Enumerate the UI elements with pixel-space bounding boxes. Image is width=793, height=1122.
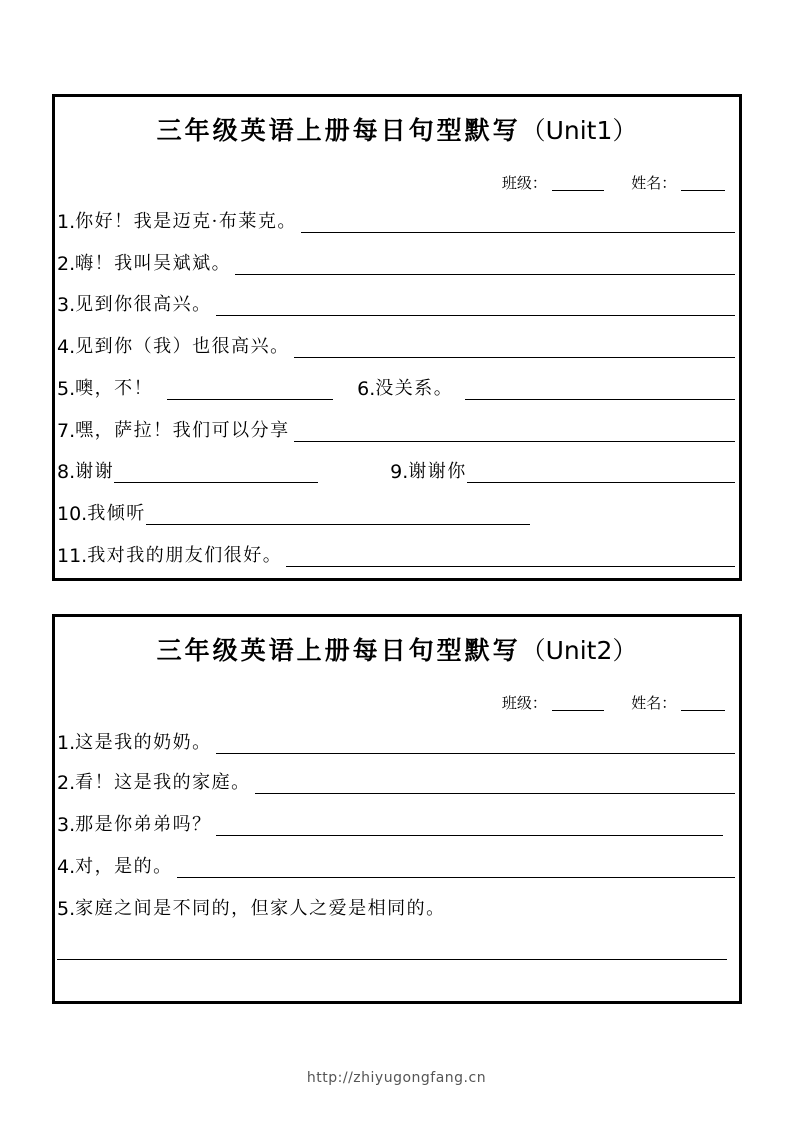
class-label: 班级： [501,694,547,712]
answer-line[interactable] [465,377,735,400]
item-number: 3. [57,294,76,316]
sentence-prompt: 我对我的朋友们很好。 [87,545,283,566]
item-number: 7. [57,420,76,442]
sentence-prompt: 对，是的。 [75,856,173,877]
sentence-row [57,766,735,794]
title-text: 三年级英语上册每日句型默写 [156,116,521,145]
sentence-row [57,850,735,878]
answer-line[interactable] [294,419,735,442]
item-number: 10. [57,503,88,525]
item-number: 4. [57,336,76,358]
item-number: 9. [390,461,409,483]
answer-line[interactable] [146,502,530,525]
sentence-prompt: 没关系。 [375,378,454,399]
sentence-prompt: 看！这是我的家庭。 [75,772,251,793]
sentence-prompt: 这是我的奶奶。 [75,732,212,753]
sentence-prompt: 见到你（我）也很高兴。 [75,336,290,357]
sentence-row [57,414,735,442]
answer-line[interactable] [114,460,318,483]
sentence-row [57,539,735,567]
item-number: 2. [57,253,76,275]
item-number: 8. [57,461,76,483]
worksheet-title [55,631,739,667]
name-label: 姓名： [631,694,677,712]
answer-line[interactable] [57,959,727,960]
name-blank[interactable] [681,190,725,191]
sentence-prompt: 谢谢 [75,461,115,482]
worksheet-unit2 [52,614,742,1004]
sentence-row [57,372,735,400]
title-text: 三年级英语上册每日句型默写 [156,636,521,665]
student-info [502,172,725,193]
item-number: 1. [57,732,76,754]
sentence-prompt: 那是你弟弟吗？ [75,814,212,835]
sentence-row [57,455,735,483]
sentence-prompt: 我倾听 [87,503,146,524]
class-label: 班级： [501,174,547,192]
item-number: 1. [57,211,76,233]
title-unit: （Unit1） [520,116,638,145]
answer-line[interactable] [216,731,735,754]
sentence-prompt: 噢，不！ [75,378,154,399]
item-number: 2. [57,772,76,794]
class-blank[interactable] [552,190,604,191]
class-blank[interactable] [552,710,604,711]
answer-line[interactable] [301,210,735,233]
sentence-row [57,726,735,754]
sentence-prompt: 你好！我是迈克·布莱克。 [75,211,297,232]
sentence-row [57,330,735,358]
student-info [502,692,725,713]
answer-line[interactable] [216,813,723,836]
answer-line[interactable] [467,460,735,483]
sentence-prompt: 见到你很高兴。 [75,294,212,315]
name-label: 姓名： [631,174,677,192]
title-unit: （Unit2） [520,636,638,665]
name-blank[interactable] [681,710,725,711]
footer-url: http://zhiyugongfang.cn [306,1070,487,1086]
item-number: 3. [57,814,76,836]
item-number: 5. [57,898,76,920]
sentence-prompt: 嘿，萨拉！我们可以分享 [75,420,290,441]
worksheet-title [55,111,739,147]
item-number: 11. [57,545,88,567]
sentence-prompt: 谢谢你 [408,461,467,482]
answer-line[interactable] [235,252,735,275]
answer-line[interactable] [255,771,735,794]
sentence-row [57,497,735,525]
item-number: 4. [57,856,76,878]
answer-line[interactable] [294,335,735,358]
answer-line[interactable] [177,855,735,878]
worksheet-unit1 [52,94,742,581]
item-number: 5. [57,378,76,400]
sentence-row [57,892,735,920]
sentence-row [57,205,735,233]
item-number: 6. [357,378,376,400]
sentence-prompt: 家庭之间是不同的，但家人之爱是相同的。 [75,898,446,919]
answer-line[interactable] [216,293,735,316]
answer-line[interactable] [286,544,735,567]
answer-line[interactable] [167,377,333,400]
sentence-row [57,288,735,316]
sentence-prompt: 嗨！我叫吴斌斌。 [75,253,232,274]
sentence-row [57,247,735,275]
sentence-row [57,808,723,836]
